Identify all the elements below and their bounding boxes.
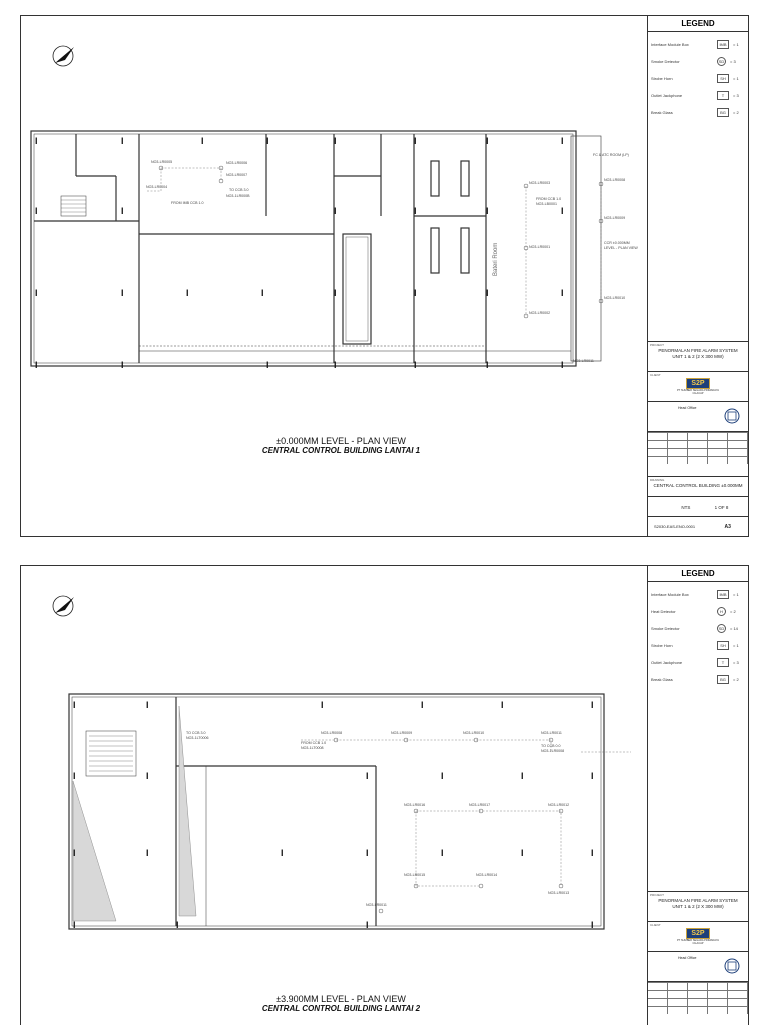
plan-note: TO CCB 3.0	[229, 188, 249, 192]
detector-label: NO3-LR0011	[573, 359, 594, 363]
svg-text:I: I	[35, 360, 38, 370]
svg-text:I: I	[414, 360, 417, 370]
interface-module-icon: IMB	[717, 40, 729, 49]
svg-text:I: I	[561, 288, 564, 298]
svg-text:I: I	[441, 848, 444, 858]
level-caption: ±3.900MM LEVEL - PLAN VIEW	[276, 994, 406, 1004]
project-block: PROJECT PENORMALAN FIRE ALARM SYSTEM UNIT 1 & 2 (2 X 300 MW)	[648, 341, 748, 372]
project-subtitle: UNIT 1 & 2 (2 X 300 MW)	[672, 904, 724, 909]
legend-item: Break Glass BG = 2	[651, 110, 739, 115]
plan-note: TO CCB 0.0	[541, 744, 561, 748]
svg-text:I: I	[521, 848, 524, 858]
drawing-sheet-lantai-1	[20, 15, 749, 537]
detector-label: NO3-LR0002	[529, 311, 551, 315]
drawing-sheet-lantai-2	[20, 565, 749, 1025]
interface-module-icon: IMB	[717, 590, 729, 599]
svg-text:I: I	[591, 771, 594, 781]
svg-text:I: I	[486, 288, 489, 298]
svg-text:I: I	[334, 360, 337, 370]
room-label: Bateri Room	[493, 242, 499, 276]
north-arrow-icon	[53, 46, 74, 66]
legend-item: Smoke Detector SD = 3	[651, 59, 736, 64]
break-glass-icon: BG	[717, 108, 729, 117]
svg-text:I: I	[414, 136, 417, 146]
drawing-title: CENTRAL CONTROL BUILDING ±0.000MM	[653, 483, 743, 488]
svg-text:I: I	[121, 360, 124, 370]
svg-text:I: I	[414, 288, 417, 298]
legend-and-title-block	[647, 16, 748, 536]
plan-note: FROM CCB 1.0	[301, 741, 327, 745]
detector-label: NO3-LR0008	[321, 731, 343, 735]
legend-item: Break Glass BG = 2	[651, 677, 739, 682]
contractor-block: Head Office	[648, 951, 748, 982]
legend-item: Outlet Jackphone T = 3	[651, 660, 739, 665]
project-subtitle: UNIT 1 & 2 (2 X 300 MW)	[672, 354, 724, 359]
svg-text:I: I	[281, 848, 284, 858]
paper-size: A3	[724, 524, 731, 530]
svg-text:I: I	[591, 700, 594, 710]
plan-note: LEVEL - PLAN VIEW	[604, 246, 638, 250]
detector-label: NO3-LR0009	[391, 731, 413, 735]
detector-label: NO3-LR0001	[529, 245, 551, 249]
detector-label: NO3-LR0016	[404, 803, 426, 807]
plan-note: FROM CCB 1.0	[536, 197, 562, 201]
scale-block	[648, 496, 748, 517]
svg-text:I: I	[35, 206, 38, 216]
detector-label: NO3-LR0011	[541, 731, 562, 735]
north-arrow-icon	[53, 596, 74, 616]
plan-note: TO CCB 3.0	[186, 731, 206, 735]
legend-item: Heat Detector H = 2	[651, 609, 736, 614]
plan-note: CCR ±0.000MM	[604, 241, 630, 245]
svg-text:I: I	[201, 136, 204, 146]
plan-note: NO3-1LR0008	[541, 749, 565, 753]
plan-note: NO3-1LT0008	[301, 746, 324, 750]
svg-text:I: I	[121, 136, 124, 146]
svg-text:I: I	[486, 206, 489, 216]
svg-text:I: I	[591, 848, 594, 858]
svg-text:I: I	[366, 848, 369, 858]
svg-text:I: I	[73, 848, 76, 858]
plan-note: NO3-1LR000B	[226, 194, 250, 198]
contractor-logo-icon	[724, 958, 740, 974]
column-grid	[35, 136, 564, 370]
company-logo: S2P	[686, 928, 710, 939]
floor-plan-lantai-2	[21, 566, 648, 1025]
svg-text:I: I	[421, 700, 424, 710]
svg-text:I: I	[121, 206, 124, 216]
detector-label: NO3-LR0011	[366, 903, 387, 907]
svg-text:I: I	[486, 136, 489, 146]
detector-label: NO3-LR0017	[469, 803, 491, 807]
plan-note: NO3-LB0001	[536, 202, 557, 206]
svg-text:I: I	[561, 360, 564, 370]
detector-label: NO3-LR0005	[151, 160, 173, 164]
plan-note: NO3-1LT0006	[186, 736, 209, 740]
svg-text:I: I	[146, 700, 149, 710]
project-title: PENORMALAN FIRE ALARM SYSTEM	[658, 898, 738, 903]
detector-label: NO3-LR0008	[604, 178, 626, 182]
detector-label: NO3-LR0004	[146, 185, 168, 189]
svg-text:I: I	[521, 771, 524, 781]
svg-text:I: I	[334, 288, 337, 298]
heat-detector-icon: H	[717, 607, 726, 616]
plan-note: FROM IMB CCB 1.0	[171, 201, 204, 205]
contractor-logo-icon	[724, 408, 740, 424]
strobe-horn-icon: SH	[717, 641, 729, 650]
svg-text:I: I	[561, 206, 564, 216]
svg-text:I: I	[486, 360, 489, 370]
svg-text:I: I	[73, 920, 76, 930]
break-glass-icon: BG	[717, 675, 729, 684]
svg-text:I: I	[591, 920, 594, 930]
svg-text:I: I	[261, 288, 264, 298]
smoke-detector-icon: SD	[718, 59, 725, 64]
detector-label: NO3-LR0012	[548, 803, 570, 807]
floor-plan-lantai-1	[21, 16, 648, 536]
project-title: PENORMALAN FIRE ALARM SYSTEM	[658, 348, 738, 353]
svg-text:I: I	[266, 136, 269, 146]
svg-text:I: I	[176, 920, 179, 930]
level-caption: ±0.000MM LEVEL - PLAN VIEW	[276, 436, 406, 446]
legend-list	[648, 582, 748, 688]
document-number-block	[648, 516, 748, 537]
svg-text:I: I	[146, 771, 149, 781]
legend-item: Smoke Detector SD = 14	[651, 626, 738, 631]
svg-text:I: I	[266, 360, 269, 370]
legend-item: Strobe Horn SH = 1	[651, 76, 739, 81]
svg-text:I: I	[146, 848, 149, 858]
detector-label: NO3-LR0007	[226, 173, 248, 177]
detector-symbols	[334, 738, 563, 913]
svg-text:I: I	[414, 206, 417, 216]
svg-text:I: I	[366, 771, 369, 781]
scale-value: NTS	[681, 505, 691, 510]
legend-title: LEGEND	[648, 566, 748, 582]
project-block: PROJECT PENORMALAN FIRE ALARM SYSTEM UNIT 1 & 2 (2 X 300 MW)	[648, 891, 748, 922]
client-block: CLIENT S2P PT SUMBER SEGARA PRIMADAYA CILACAP	[648, 921, 748, 952]
svg-text:I: I	[121, 288, 124, 298]
plan-note: FC & ATC ROOM (LP)	[593, 153, 629, 157]
building-caption: CENTRAL CONTROL BUILDING LANTAI 2	[261, 1004, 421, 1013]
legend-and-title-block	[647, 566, 748, 1025]
client-block: CLIENT S2P PT SUMBER SEGARA PRIMADAYA CILACAP	[648, 371, 748, 402]
strobe-horn-icon: SH	[717, 74, 729, 83]
detector-label: NO3-LR0006	[226, 161, 248, 165]
plan-caption	[81, 436, 601, 455]
svg-text:I: I	[334, 136, 337, 146]
drawing-title-block: DRAWING CENTRAL CONTROL BUILDING ±0.000MM	[648, 476, 748, 497]
detector-label: NO3-LR0010	[463, 731, 485, 735]
jackphone-icon: T	[717, 658, 729, 667]
building-caption: CENTRAL CONTROL BUILDING LANTAI 1	[261, 446, 421, 455]
sheet-number: 1 OF 8	[714, 505, 729, 510]
smoke-detector-icon: SD	[718, 626, 725, 631]
plan-caption	[81, 994, 601, 1013]
svg-text:I: I	[561, 136, 564, 146]
detector-label: NO3-LR0009	[604, 216, 626, 220]
legend-item: Strobe Horn SH = 1	[651, 643, 739, 648]
jackphone-icon: T	[717, 91, 729, 100]
svg-text:I: I	[35, 136, 38, 146]
detector-label: NO3-LR0014	[476, 873, 498, 877]
svg-text:I: I	[73, 771, 76, 781]
svg-text:I: I	[366, 920, 369, 930]
document-number: S2030-EAS-ENO-0001	[654, 524, 696, 529]
svg-text:I: I	[35, 288, 38, 298]
svg-text:I: I	[321, 700, 324, 710]
svg-text:I: I	[73, 700, 76, 710]
company-logo: S2P	[686, 378, 710, 389]
detector-label: NO3-LR0003	[529, 181, 551, 185]
svg-text:I: I	[501, 700, 504, 710]
svg-text:I: I	[441, 771, 444, 781]
detector-label: NO3-LR0010	[604, 296, 626, 300]
revision-table	[648, 981, 748, 1025]
svg-text:I: I	[334, 206, 337, 216]
legend-item: Interface Module Box IMB = 1	[651, 592, 739, 597]
revision-table	[648, 431, 748, 477]
detector-label: NO3-LR0015	[404, 873, 426, 877]
legend-item: Interface Module Box IMB = 1	[651, 42, 739, 47]
legend-item: Outlet Jackphone T = 3	[651, 93, 739, 98]
legend-title: LEGEND	[648, 16, 748, 32]
contractor-block: Head Office	[648, 401, 748, 432]
detector-label: NO3-LR0013	[548, 891, 570, 895]
svg-text:I: I	[186, 288, 189, 298]
legend-list	[648, 32, 748, 121]
